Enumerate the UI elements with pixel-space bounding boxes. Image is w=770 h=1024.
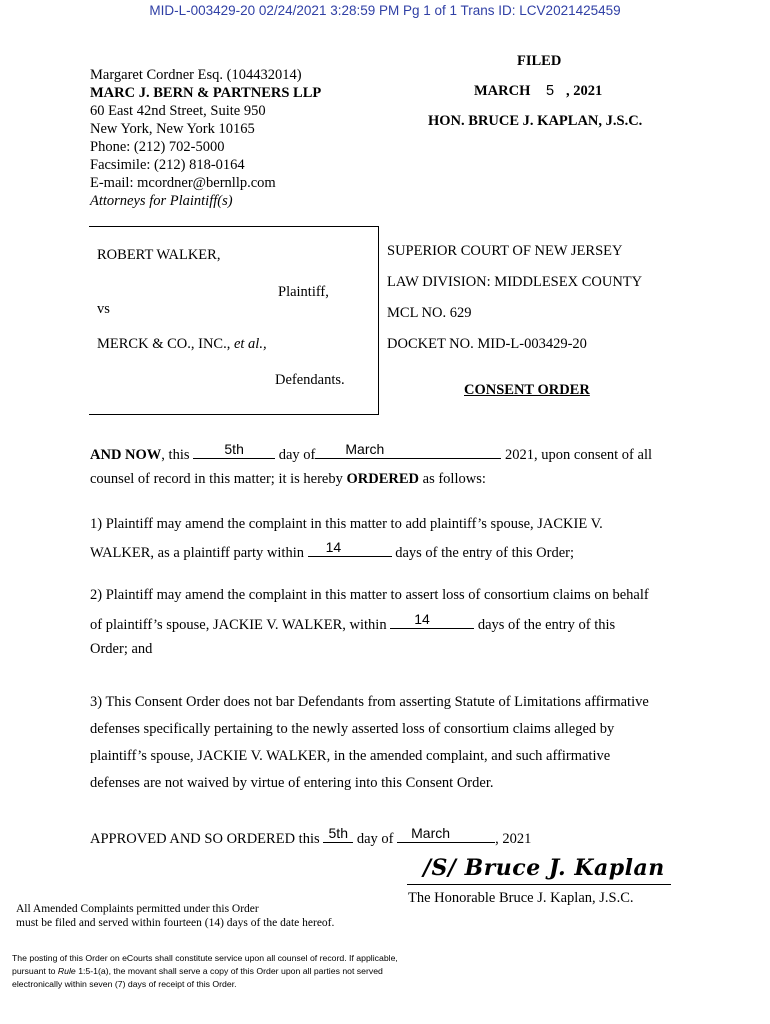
filing-stamp: MID-L-003429-20 02/24/2021 3:28:59 PM Pg 1 of 1 Trans ID: LCV2021425459 [149, 3, 621, 18]
intro-this: , this [161, 447, 190, 463]
item1-line-2-post: days of the entry of this Order; [395, 545, 575, 561]
approved-pre: APPROVED AND SO ORDERED this [90, 831, 320, 847]
intro-ordered: ORDERED [346, 471, 420, 487]
item2-line-1: 2) Plaintiff may amend the complaint in this matter to assert loss of consortium claims on behalf [90, 587, 649, 603]
filed-label: FILED [517, 53, 562, 69]
item1-line-2-pre: WALKER, as a plaintiff party within [90, 545, 304, 561]
posting-note-2 [12, 965, 383, 978]
posting-note-3: electronically within seven (7) days of receipt of this Order. [12, 979, 237, 989]
approved-line [90, 827, 531, 848]
defendant-et-al: et al., [233, 336, 267, 352]
versus-label: vs [97, 301, 110, 317]
document-title: CONSENT ORDER [464, 382, 590, 398]
item1-line-1: 1) Plaintiff may amend the complaint in this matter to add plaintiff’s spouse, JACKIE V. [90, 516, 603, 532]
intro-day-value: 5th [224, 441, 244, 457]
intro-day-of: day of [278, 447, 316, 463]
filed-date [474, 82, 602, 100]
amended-note-1: All Amended Complaints permitted under this Order [16, 903, 259, 915]
court-name: SUPERIOR COURT OF NEW JERSEY [387, 243, 623, 259]
posting-note-1: The posting of this Order on eCourts shall constitute service upon all counsel of record. If applicable, [12, 953, 398, 963]
amended-note-2: must be filed and served within fourteen (14) days of the date hereof. [16, 917, 335, 929]
attorney-email: E-mail: mcordner@bernllp.com [90, 175, 276, 191]
item2-days-value: 14 [414, 611, 430, 627]
intro-month-value: March [345, 441, 385, 457]
defendant-name [97, 335, 267, 353]
item1-days-field [308, 541, 392, 557]
item2-line-2-post: days of the entry of this [477, 617, 616, 633]
attorney-phone: Phone: (212) 702-5000 [90, 139, 225, 155]
posting-note-2-rule: Rule [57, 966, 76, 976]
signature-line [407, 884, 671, 885]
defendant-label: Defendants. [275, 372, 345, 388]
approved-year: , 2021 [495, 831, 532, 847]
attorney-address-2: New York, New York 10165 [90, 121, 255, 137]
posting-note-2-post: 1:5-1(a), the movant shall serve a copy of this Order upon all parties not served [78, 966, 383, 976]
filed-day: 5 [545, 83, 555, 99]
posting-note-2-pre: pursuant to [12, 966, 56, 976]
intro-month-field [315, 443, 501, 459]
item1-line-2 [90, 541, 574, 562]
approved-month-field [397, 827, 495, 843]
intro-tail: 2021, upon consent of all [505, 447, 653, 463]
court-docket: DOCKET NO. MID-L-003429-20 [387, 336, 587, 352]
item2-line-2-pre: of plaintiff’s spouse, JACKIE V. WALKER, within [90, 617, 387, 633]
item3-line-3: plaintiff’s spouse, JACKIE V. WALKER, in the amended complaint, and such affirmative [90, 748, 611, 764]
approved-day-value: 5th [328, 825, 348, 841]
attorney-firm: MARC J. BERN & PARTNERS LLP [90, 85, 322, 101]
item3-line-1: 3) This Consent Order does not bar Defendants from asserting Statute of Limitations affirmative [90, 694, 649, 710]
judge-printed-name: The Honorable Bruce J. Kaplan, J.S.C. [408, 890, 634, 906]
filed-judge: HON. BRUCE J. KAPLAN, J.S.C. [428, 113, 643, 129]
item3-line-4: defenses are not waived by virtue of entering into this Consent Order. [90, 775, 494, 791]
court-division: LAW DIVISION: MIDDLESEX COUNTY [387, 274, 643, 290]
attorney-role: Attorneys for Plaintiff(s) [90, 193, 233, 209]
defendant-name-text: MERCK & CO., INC., [97, 336, 231, 352]
plaintiff-name: ROBERT WALKER, [97, 247, 221, 263]
attorney-name: Margaret Cordner Esq. (104432014) [90, 67, 302, 83]
item2-line-3: Order; and [90, 641, 153, 657]
attorney-block [90, 66, 321, 210]
intro-day-field [193, 443, 275, 459]
court-mcl: MCL NO. 629 [387, 305, 472, 321]
filed-month: MARCH [474, 83, 531, 99]
approved-day-of: day of [356, 831, 394, 847]
approved-month-value: March [411, 825, 451, 841]
intro-and-now: AND NOW [90, 447, 162, 463]
approved-day-field [323, 827, 353, 843]
attorney-fax: Facsimile: (212) 818-0164 [90, 157, 245, 173]
item2-line-2 [90, 613, 615, 634]
intro-line-2-post: as follows: [422, 471, 486, 487]
intro-line-1 [90, 443, 652, 464]
judge-signature: /S/ Bruce J. Kaplan [423, 855, 665, 881]
intro-line-2-pre: counsel of record in this matter; it is hereby [90, 471, 343, 487]
filed-year: , 2021 [566, 83, 603, 99]
item2-days-field [390, 613, 474, 629]
item1-days-value: 14 [325, 539, 342, 555]
attorney-address-1: 60 East 42nd Street, Suite 950 [90, 103, 266, 119]
plaintiff-label: Plaintiff, [278, 284, 329, 300]
item3-line-2: defenses specifically pertaining to the newly asserted loss of consortium claims alleged by [90, 721, 615, 737]
intro-line-2 [90, 470, 486, 488]
